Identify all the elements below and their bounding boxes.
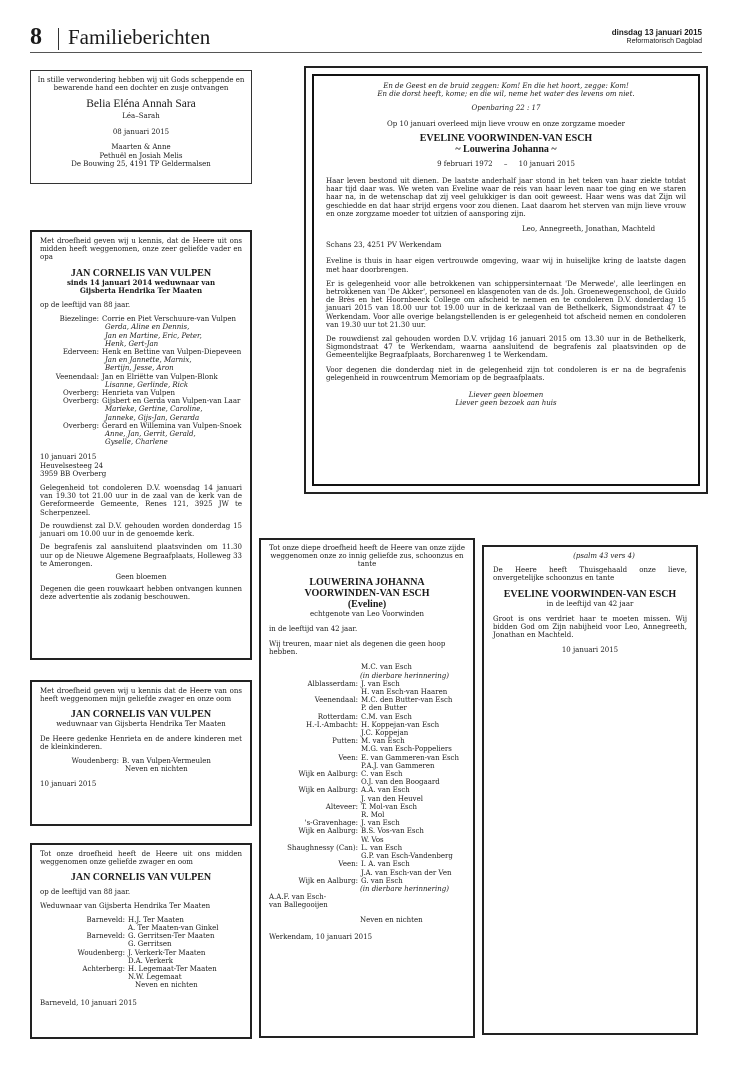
mourner-name: Henk en Bettine van Vulpen-Diepeveen [102, 348, 242, 357]
mourner-row [269, 852, 465, 860]
mourner-place: Alblasserdam: [307, 679, 358, 688]
mourner-row [269, 737, 465, 745]
mourner-place: Woudenberg: [77, 948, 125, 957]
mourner-row [40, 373, 242, 381]
mourner-name: J. van Esch [361, 819, 400, 828]
mourner-name: C. van Esch [361, 770, 403, 779]
remembrance-text: De Heere gedenke Henrieta en de andere kinderen met de kleinkinderen. [40, 734, 242, 751]
baby-call-name: Léa–Sarah [122, 112, 160, 121]
mourner-row [269, 795, 465, 803]
card-note: Degenen die geen rouwkaart hebben ontvangen kunnen deze advertentie als zodanig beschouwen. [40, 585, 242, 602]
obituary-vulpen-family [30, 230, 252, 660]
mourner-row [269, 729, 465, 737]
mourner-place [40, 924, 128, 932]
deceased-name: JAN CORNELIS VAN VULPEN [70, 872, 212, 884]
obituary-vulpen-sister-in-law [30, 680, 252, 826]
mourner-place [269, 852, 361, 860]
issue-date: dinsdag 13 januari 2015 [611, 28, 702, 37]
deceased-age: op de leeftijd van 88 jaar. [40, 888, 131, 897]
grief-text: Groot is ons verdriet haar te moeten missen. Wij bidden God om Zijn nabijheid voor Leo, Annegreeth, Jonathan en Machteld. [493, 614, 687, 640]
mourner-place: Overberg: [63, 397, 99, 406]
mourner-name: C.M. van Esch [361, 712, 412, 721]
notice-date: 10 januari 2015 [40, 453, 97, 462]
grandchildren-names: Jan en Jannette, Marnix, [105, 356, 192, 365]
nephews-nieces: Neven en nichten [125, 765, 188, 774]
mourner-place [40, 957, 128, 965]
mourner-row [269, 786, 465, 794]
service-info: De rouwdienst zal gehouden worden D.V. vrijdag 16 januari 2015 om 13.30 uur in de Bethelkerk, Sigmondstraat 47 te Werkendam, waarna aansluitend de begrafenis zal plaatsvinden op de Gemeentelijke Begraafplaats, Borcharenweg 1 te Werkendam. [326, 335, 686, 360]
deceased-name: EVELINE VOORWINDEN-VAN ESCH [419, 132, 593, 144]
mourner-name: G. Gerritsen-Ter Maaten [128, 932, 215, 941]
widower-of: Weduwnaar van Gijsberta Hendrika Ter Maaten [40, 901, 211, 910]
mourner-name: van Ballegooijen [269, 901, 328, 910]
condolence-info: Er is gelegenheid voor alle betrokkenen van schippersinternaat 'De Merwede', alle leerlingen en betrokkenen van 'De Akker', personeel en klasgenoten van de ds. Joh. Groenewegenschool, de Guido de Brès en het Hoornbeeck College om afscheid te nemen en te condoleren D.V. donderdag 15 januari 2015 van 18.00 uur tot 19.00 uur in de kerkzaal van de Bethelkerk, Sigmondstraat 47 te Werkendam. Voor alle overige belangstellenden is er gelegenheid tot afscheid nemen en condoleren van 19.30 uur tot 21.30 uur. [326, 279, 686, 329]
late-wife-name: Gijsberta Hendrika Ter Maaten [79, 285, 203, 295]
mourner-place [40, 973, 128, 981]
mourner-row [40, 397, 242, 405]
flowers-note: Liever geen bloemen [468, 391, 544, 400]
widower-of: weduwnaar van Gijsberta Hendrika Ter Maaten [56, 720, 226, 729]
mourner-place: Shaughnessy (Can): [287, 843, 358, 852]
mourner-name: B. van Vulpen-Vermeulen [122, 757, 211, 766]
alternative-condolence: Voor degenen die donderdag niet in de gelegenheid zijn tot condoleren is er na de begrafenis gelegenheid in rouwcentrum Memoriam op de begraafplaats. [326, 365, 686, 382]
baby-name: Belia Eléna Annah Sara [86, 97, 196, 110]
mourner-name: W. Vos [361, 835, 384, 844]
home-street: Heuvelsesteeg 24 [40, 461, 104, 470]
mourner-row [269, 754, 465, 762]
obituary-vulpen-ter-maaten [30, 843, 252, 1039]
mourner-place: Woudenberg: [71, 757, 119, 766]
mourner-place: Veenendaal: [314, 696, 358, 705]
mourner-row [269, 745, 465, 753]
deceased-age: in de leeftijd van 42 jaar [546, 599, 634, 608]
mourner-name: Corrie en Piet Verschuure-van Vulpen [102, 315, 237, 324]
mourner-name: Jan en Elriëtte van Vulpen-Blonk [102, 372, 218, 381]
grandchildren-names: Jan en Martine, Eric, Peter, [105, 331, 202, 340]
life-dates [326, 160, 686, 168]
notice-date: 10 januari 2015 [40, 780, 97, 789]
mourner-place [269, 836, 361, 844]
flowers-note: Geen bloemen [115, 572, 167, 581]
deceased-name-line-1: LOUWERINA JOHANNA [309, 576, 425, 588]
mourner-place: Wijk en Aalburg: [298, 786, 358, 795]
mourner-row [40, 940, 242, 948]
mourner-name: H. van Esch-van Haaren [361, 688, 448, 697]
mourner-row [40, 916, 242, 924]
mourner-name: H.J. Ter Maaten [128, 915, 184, 924]
life-text: Haar leven bestond uit dienen. De laatste anderhalf jaar stond in het teken van haar ziekte totdat haar tijd daar was. We weten van Eveline waar de reis van haar leven naar toe ging en we staren haar na, in de wetenschap dat zij veel gelukkiger is dan ooit geweest. Haar wens was dat Zijn wil geschiedde en dat haar strijd ergens voor zou dienen. Laat daarom het sterven van mijn lieve vrouw en onze zorgzame moeder tot uitzien of aansporing zijn. [326, 177, 686, 218]
mourner-place [269, 795, 361, 803]
deceased-name-line-2: VOORWINDEN-VAN ESCH [304, 587, 430, 599]
condolence-info: Gelegenheid tot condoleren D.V. woensdag 14 januari van 19.30 tot 21.00 uur in de zaal van de kerk van de Gereformeerde Gemeente, Renes 121, 3925 JW te Scherpenzeel. [40, 484, 242, 517]
mourner-row [269, 680, 465, 688]
mourner-name: G.P. van Esch-Vandenberg [361, 852, 453, 861]
home-city: 3959 BB Overberg [40, 469, 107, 478]
psalm-reference: (psalm 43 vers 4) [573, 552, 635, 560]
mourner-place: Veen: [338, 753, 358, 762]
mourner-row [269, 803, 465, 811]
birth-date: 9 februari 1972 [437, 159, 493, 168]
mourner-place [269, 869, 361, 877]
mourner-row [40, 315, 242, 323]
mourner-place: Rotterdam: [317, 712, 358, 721]
bible-verse-line-1: En de Geest en de bruid zeggen: Kom! En die het hoort, zegge: Kom! [383, 82, 629, 90]
mourner-row [40, 965, 242, 973]
mourner-place [269, 745, 361, 753]
mourner-name: H. Legemaat-Ter Maaten [128, 965, 217, 974]
grandchildren-names: Henk, Gert-Jan [105, 339, 159, 348]
mourner-row [40, 949, 242, 957]
mourner-place: H.-I.-Ambacht: [306, 720, 358, 729]
grandchildren-names: Marieke, Gertine, Caroline, [105, 405, 203, 414]
deceased-name: JAN CORNELIS VAN VULPEN [70, 709, 212, 721]
notice-date: 10 januari 2015 [561, 646, 619, 655]
obituary-intro: Tot onze diepe droefheid heeft de Heere van onze zijde weggenomen onze zo innig geliefde zus, schoonzus en tante [269, 544, 465, 569]
obituary-inner-frame [312, 74, 700, 486]
death-date: 10 januari 2015 [518, 159, 575, 168]
page-number: 8 [30, 24, 42, 50]
mourner-place: Overberg: [63, 421, 99, 430]
mourner-place: Wijk en Aalburg: [298, 770, 358, 779]
mourner-name: Gerard en Willemina van Vulpen-Snoek [102, 421, 242, 430]
grandchildren-names: Janneke, Gijs-Jan, Gerarda [105, 413, 200, 422]
burial-info: De begrafenis zal aansluitend plaatsvinden om 11.30 uur op de Nieuwe Algemene Begraafplaats, Holleweg 33 te Amerongen. [40, 543, 242, 568]
mourner-row [269, 827, 465, 835]
mourner-place: Biezelinge: [59, 315, 99, 324]
mourner-name: G. van Esch [361, 876, 403, 885]
obituary-intro: Tot onze droefheid heeft de Heere uit ons midden weggenomen onze geliefde zwager en oom [40, 850, 242, 867]
mourner-name: M.G. van Esch-Poppeliers [361, 745, 452, 754]
mourner-name: P. den Butter [361, 704, 407, 713]
bible-verse-line-2: En die dorst heeft, kome; en die wil, neme het water des levens om niet. [377, 90, 635, 99]
hope-text: Wij treuren, maar niet als degenen die geen hoop hebben. [269, 640, 446, 657]
mourner-name: J.A. van Esch-van der Ven [361, 868, 452, 877]
mourner-name: M. van Esch [361, 737, 405, 746]
mourner-place: Barneveld: [86, 915, 125, 924]
obituary-intro: Met droefheid geven wij u kennis dat de Heere van ons heeft weggenomen mijn geliefde zwager en onze oom [40, 687, 242, 704]
mourner-row [269, 696, 465, 704]
parents: Maarten & Anne [111, 143, 171, 152]
mourner-row [269, 811, 465, 819]
mourner-name: G. Gerritsen [128, 940, 172, 949]
mourner-row [40, 924, 242, 932]
deceased-call-name: ~ Louwerina Johanna ~ [455, 143, 557, 155]
mourner-row [269, 819, 465, 827]
grandchildren-names: Bertijn, Jesse, Aron [105, 364, 174, 373]
nephews-nieces: Neven en nichten [135, 981, 198, 990]
grandchildren-names: Gerda, Aline en Dennis, [105, 323, 190, 332]
mourner-row [269, 860, 465, 868]
mourner-name: Gijsbert en Gerda van Vulpen-van Laar [102, 397, 241, 406]
mourner-place [40, 940, 128, 948]
mourner-name: B.S. Vos-van Esch [361, 827, 424, 836]
mourner-place: Achterberg: [82, 965, 125, 974]
notice-date: Barneveld, 10 januari 2015 [40, 998, 137, 1007]
grandchildren-names: Gyselle, Charlene [105, 438, 168, 447]
obituary-van-esch-family [259, 538, 475, 1038]
widower-since: sinds 14 januari 2014 weduwnaar van [66, 277, 216, 287]
mourner-row [40, 757, 242, 765]
spouse-info: echtgenote van Leo Voorwinden [309, 609, 425, 618]
mourner-row [269, 844, 465, 852]
mourner-place: Wijk en Aalburg: [298, 876, 358, 885]
obituary-intro: Op 10 januari overleed mijn lieve vrouw en onze zorgzame moeder [387, 119, 625, 128]
mourner-place [269, 704, 361, 712]
mourner-place [269, 811, 361, 819]
mourner-name: N.W. Legemaat [128, 973, 182, 982]
obituary-voorwinden-family [482, 545, 698, 1035]
mourner-place: Barneveld: [86, 932, 125, 941]
signatories: Leo, Annegreeth, Jonathan, Machteld [522, 225, 656, 234]
mourner-row [40, 957, 242, 965]
mourner-place: Ederveen: [62, 348, 99, 357]
mourner-place: Putten: [332, 737, 358, 746]
mourner-row [40, 389, 242, 397]
bible-reference: Openbaring 22 : 17 [471, 104, 541, 113]
grandchildren-names: Anne, Jan, Gerrit, Gerald, [105, 430, 196, 439]
mourner-row [269, 762, 465, 770]
in-memoriam-note: (in dierbare herinnering) [360, 884, 449, 893]
in-memoriam-note: (in dierbare herinnering) [360, 671, 449, 680]
grandchildren-names: Lisanne, Gerlinde, Rick [105, 380, 189, 389]
home-text: Eveline is thuis in haar eigen vertrouwde omgeving, waar wij in huiselijke kring de laatste dagen met haar doorbrengen. [326, 257, 686, 274]
mourners-list [40, 916, 242, 982]
mourner-name: J. van den Heuvel [361, 794, 424, 803]
mourners-list [40, 315, 242, 446]
service-info: De rouwdienst zal D.V. gehouden worden donderdag 15 januari om 10.00 uur in de genoemde kerk. [40, 521, 242, 539]
deceased-age: op de leeftijd van 88 jaar. [40, 301, 131, 310]
mourner-place [269, 762, 361, 770]
mourner-row [269, 770, 465, 778]
siblings: Pethuël en Josiah Melis [99, 151, 183, 160]
mourner-name: J. Verkerk-Ter Maaten [128, 948, 206, 957]
mourner-name: O.J. van den Boogaard [361, 778, 440, 787]
mourner-place: Wijk en Aalburg: [298, 827, 358, 836]
deceased-name: EVELINE VOORWINDEN-VAN ESCH [503, 588, 677, 600]
mourner-name: J.C. Koppejan [361, 729, 409, 738]
mourner-place: Veenendaal: [55, 372, 99, 381]
mourner-row [40, 348, 242, 356]
mourner-name: M.C. van Esch [361, 663, 412, 672]
mourner-name: A. Ter Maaten-van Ginkel [128, 924, 219, 933]
mourner-row [269, 663, 465, 671]
notice-date: Werkendam, 10 januari 2015 [269, 932, 373, 941]
visits-note: Liever geen bezoek aan huis [455, 399, 557, 408]
mourner-name: Henrieta van Vulpen [102, 389, 176, 398]
mourner-place: Veen: [338, 860, 358, 869]
mourner-name: M.C. den Butter-van Esch [361, 696, 453, 705]
deceased-name: JAN CORNELIS VAN VULPEN [70, 267, 212, 279]
birth-date: 08 januari 2015 [112, 128, 170, 137]
mourner-row [40, 932, 242, 940]
mourner-place [269, 663, 361, 671]
birth-announcement [30, 70, 252, 184]
mourners-list [269, 663, 465, 909]
birth-intro: In stille verwondering hebben wij uit Gods scheppende en bewarende hand een dochter en zusje ontvangen [37, 76, 245, 93]
mourner-row [269, 704, 465, 712]
nephews-nieces: Neven en nichten [360, 915, 423, 924]
mourner-name: D.A. Verkerk [128, 956, 173, 965]
mourner-row [269, 721, 465, 729]
mourner-name: E. van Gammeren-van Esch [361, 753, 459, 762]
deceased-age: in de leeftijd van 42 jaar. [269, 624, 358, 633]
mourner-name: J. van Esch [361, 679, 400, 688]
mourner-place [269, 778, 361, 786]
header-divider [58, 28, 59, 50]
mourner-row [269, 836, 465, 844]
header-rule [30, 52, 702, 53]
mourner-name: H. Koppejan-van Esch [361, 720, 440, 729]
mourner-place [269, 688, 361, 696]
mourner-place: Overberg: [63, 389, 99, 398]
mourner-name: I. A. van Esch [361, 860, 410, 869]
newspaper-name: Reformatorisch Dagblad [626, 38, 702, 45]
date-dash: – [503, 159, 508, 168]
mourner-row [269, 869, 465, 877]
mourner-place: Altevеer: [325, 802, 358, 811]
mourner-place: 's-Gravenhage: [304, 819, 358, 828]
mourner-name: A.A. van Esch [361, 786, 410, 795]
deceased-call-name: (Eveline) [347, 598, 387, 610]
mourner-name: P.A.J. van Gammeren [361, 761, 435, 770]
mourner-name: R. Mol [361, 811, 385, 820]
mourner-name: L. van Esch [361, 843, 403, 852]
mourner-row [269, 778, 465, 786]
section-title: Familieberichten [68, 25, 211, 49]
obituary-intro: De Heere heeft Thuisgehaald onze lieve, onvergetelijke schoonzus en tante [493, 566, 687, 583]
obituary-intro: Met droefheid geven wij u kennis, dat de Heere uit ons midden heeft weggenomen, onze zeer geliefde vader en opa [40, 237, 242, 262]
mourner-row [40, 973, 242, 981]
mourner-row [40, 422, 242, 430]
mourner-row [269, 688, 465, 696]
mourner-name: A.A.F. van Esch- [269, 893, 327, 902]
mourner-place [269, 729, 361, 737]
mourner-name: T. Mol-van Esch [361, 802, 418, 811]
home-address: Schans 23, 4251 PV Werkendam [326, 241, 442, 250]
mourner-row [269, 713, 465, 721]
birth-address: De Bouwing 25, 4191 TP Geldermalsen [71, 159, 211, 168]
mourner-row [269, 877, 465, 885]
obituary-eveline-family [304, 66, 708, 494]
